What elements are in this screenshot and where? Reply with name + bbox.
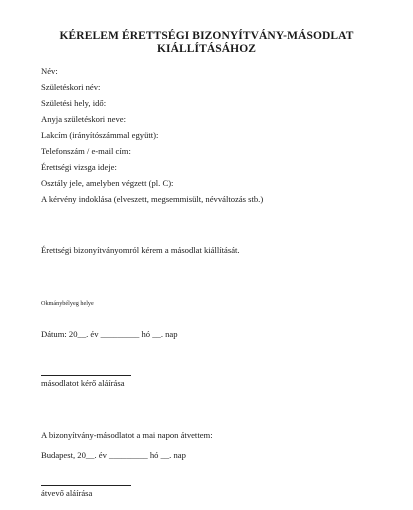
field-class: Osztály jele, amelyben végzett (pl. C): [41,178,174,188]
title-line-1: KÉRELEM ÉRETTSÉGI BIZONYÍTVÁNY-MÁSODLAT [59,30,354,42]
request-sentence: Érettségi bizonyítványomról kérem a másodlat kiállítását. [41,245,240,255]
requester-signature-label: másodlatot kérő aláírása [41,378,125,388]
requester-signature-line [41,375,131,376]
stamp-place-label: Okmánybélyeg helye [41,300,94,307]
received-sentence: A bizonyítvány-másodlatot a mai napon átvettem: [41,430,213,440]
receiver-signature-line [41,485,131,486]
field-reason: A kérvény indoklása (elveszett, megsemmisült, névváltozás stb.) [41,194,264,204]
field-exam-date: Érettségi vizsga ideje: [41,162,117,172]
receiver-signature-label: átvevő aláírása [41,488,93,498]
field-birth-place-date: Születési hely, idő: [41,98,107,108]
title-line-2: KIÁLLÍTÁSÁHOZ [156,43,257,55]
budapest-date-line: Budapest, 20__. év _________ hó __. nap [41,450,186,460]
field-address: Lakcím (irányítószámmal együtt): [41,130,159,140]
field-birth-name: Születéskori név: [41,82,101,92]
field-name: Név: [41,66,58,76]
date-line: Dátum: 20__. év _________ hó __. nap [41,329,178,339]
document-title [0,30,413,56]
field-phone-email: Telefonszám / e-mail cím: [41,146,131,156]
field-mother-name: Anyja születéskori neve: [41,114,126,124]
